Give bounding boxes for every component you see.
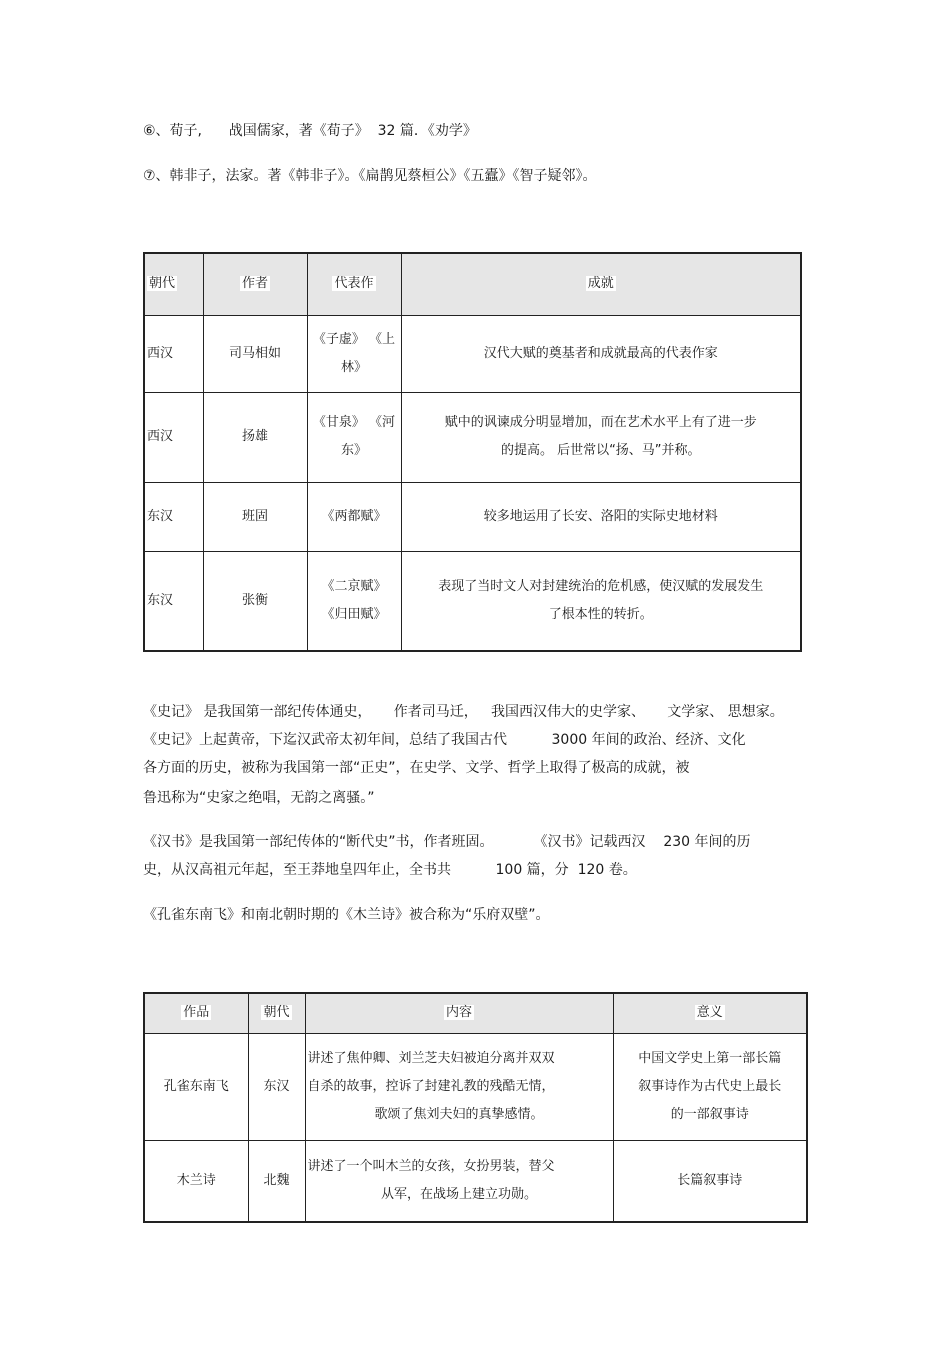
paragraph-line: 《史记》上起黄帝，下迄汉武帝太初年间，总结了我国古代 3000 年间的政治、经济、文化 bbox=[143, 732, 746, 748]
cell-works: 《二京赋》 《归田赋》 bbox=[307, 551, 401, 651]
table-row bbox=[144, 392, 801, 482]
cell-dynasty: 东汉 bbox=[248, 1033, 305, 1140]
header-content: 内容 bbox=[305, 993, 613, 1033]
header-meaning: 意义 bbox=[613, 993, 807, 1033]
cell-author: 张衡 bbox=[203, 551, 307, 651]
table-row bbox=[144, 551, 801, 651]
header-dynasty: 朝代 bbox=[144, 253, 203, 315]
han-fu-table bbox=[143, 252, 802, 652]
table-row bbox=[144, 1033, 807, 1140]
cell-content: 讲述了焦仲卿、刘兰芝夫妇被迫分离并双双 自杀的故事，控诉了封建礼教的残酷无情， 歌颂了焦刘夫妇的真挚感情。 bbox=[305, 1033, 613, 1140]
cell-works: 《子虚》 《上 林》 bbox=[307, 315, 401, 392]
cell-achievement: 表现了当时文人对封建统治的危机感，使汉赋的发展发生 了根本性的转折。 bbox=[401, 551, 801, 651]
table-row bbox=[144, 482, 801, 551]
cell-achievement: 赋中的讽谏成分明显增加，而在艺术水平上有了进一步 的提高。 后世常以“扬、马”并称。 bbox=[401, 392, 801, 482]
intro-line-xunzi: ⑥、荀子, 战国儒家，著《荀子》 32 篇．《劝学》 bbox=[143, 123, 477, 139]
cell-achievement: 较多地运用了长安、洛阳的实际史地材料 bbox=[401, 482, 801, 551]
header-work: 作品 bbox=[144, 993, 248, 1033]
paragraph-yuefu: 《孔雀东南飞》和南北朝时期的《木兰诗》被合称为“乐府双壁”。 bbox=[143, 907, 550, 923]
cell-dynasty: 东汉 bbox=[144, 551, 203, 651]
table-header-row bbox=[144, 253, 801, 315]
cell-dynasty: 东汉 bbox=[144, 482, 203, 551]
cell-dynasty: 北魏 bbox=[248, 1140, 305, 1222]
paragraph-line: 鲁迅称为“史家之绝唱，无韵之离骚。” bbox=[143, 790, 375, 806]
intro-line-hanfeizi: ⑦、韩非子，法家。著《韩非子》。《扁鹊见蔡桓公》《五蠹》《智子疑邻》。 bbox=[143, 168, 597, 184]
cell-dynasty: 西汉 bbox=[144, 315, 203, 392]
cell-author: 班固 bbox=[203, 482, 307, 551]
cell-author: 司马相如 bbox=[203, 315, 307, 392]
paragraph-line: 《史记》 是我国第一部纪传体通史， 作者司马迁， 我国西汉伟大的史学家、 文学家、 思想家。 bbox=[143, 704, 784, 720]
paragraph-line: 各方面的历史，被称为我国第一部“正史”，在史学、文学、哲学上取得了极高的成就，被 bbox=[143, 760, 690, 776]
cell-works: 《甘泉》 《河 东》 bbox=[307, 392, 401, 482]
cell-works: 《两都赋》 bbox=[307, 482, 401, 551]
cell-author: 扬雄 bbox=[203, 392, 307, 482]
header-dynasty: 朝代 bbox=[248, 993, 305, 1033]
cell-content: 讲述了一个叫木兰的女孩，女扮男装，替父 从军，在战场上建立功勋。 bbox=[305, 1140, 613, 1222]
table-header-row bbox=[144, 993, 807, 1033]
yuefu-poem-table bbox=[143, 992, 808, 1223]
cell-work: 木兰诗 bbox=[144, 1140, 248, 1222]
cell-meaning: 中国文学史上第一部长篇 叙事诗作为古代史上最长 的一部叙事诗 bbox=[613, 1033, 807, 1140]
header-author: 作者 bbox=[203, 253, 307, 315]
paragraph-line: 史，从汉高祖元年起，至王莽地皇四年止，全书共 100 篇，分 120 卷。 bbox=[143, 862, 637, 878]
cell-achievement: 汉代大赋的奠基者和成就最高的代表作家 bbox=[401, 315, 801, 392]
cell-work: 孔雀东南飞 bbox=[144, 1033, 248, 1140]
header-works: 代表作 bbox=[307, 253, 401, 315]
cell-dynasty: 西汉 bbox=[144, 392, 203, 482]
table-row bbox=[144, 1140, 807, 1222]
cell-meaning: 长篇叙事诗 bbox=[613, 1140, 807, 1222]
header-achievement: 成就 bbox=[401, 253, 801, 315]
paragraph-line: 《汉书》是我国第一部纪传体的“断代史”书，作者班固。 《汉书》记载西汉 230 年间的历 bbox=[143, 834, 751, 850]
table-row bbox=[144, 315, 801, 392]
